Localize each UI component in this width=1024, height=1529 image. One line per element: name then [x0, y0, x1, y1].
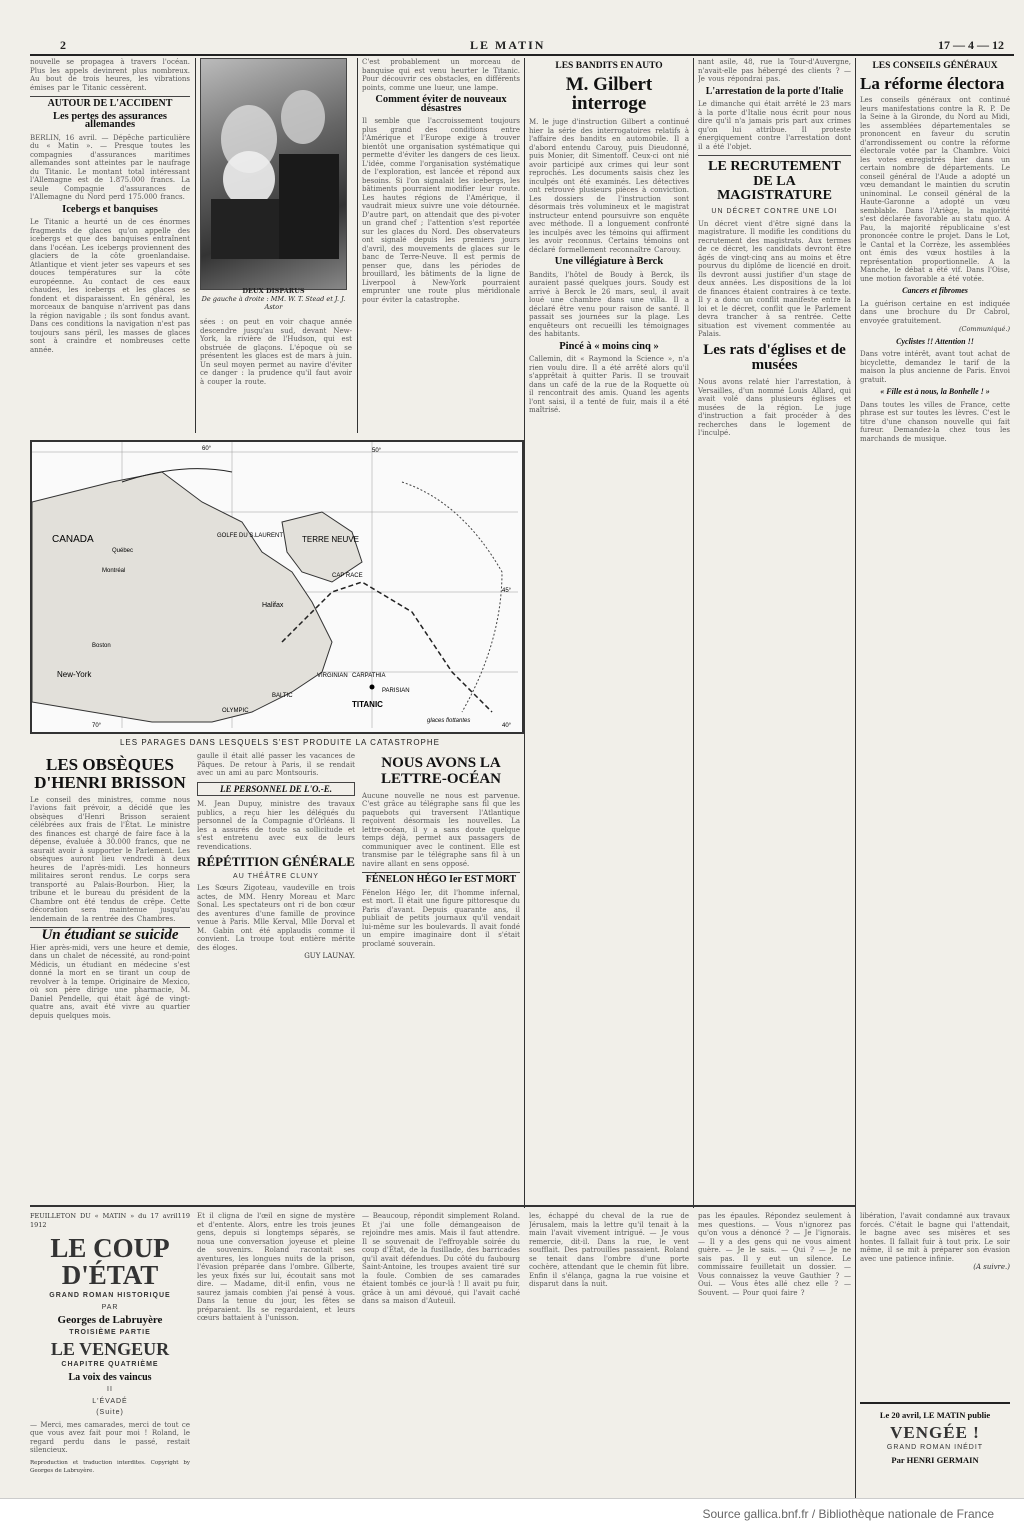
article-headline: Une villégiature à Berck: [554, 256, 664, 268]
column-brisson: [30, 752, 190, 1202]
map-label-golfe: GOLFE DU S.LAURENT: [217, 533, 284, 539]
section-kicker: LES CONSEILS GÉNÉRAUX: [872, 61, 998, 71]
map-label-baltic: BALTIC: [272, 693, 293, 699]
article-subhead: AU THÉÂTRE CLUNY: [233, 872, 319, 880]
map-label-50: 50°: [372, 448, 382, 454]
column-personnel: [197, 752, 355, 1202]
feuilleton-author: Georges de Labruyère: [57, 1314, 163, 1326]
article-headline: La réforme électora: [860, 73, 1005, 93]
body-text: gaulle il était allé passer les vacances de Pâques. De retour à Paris, il se rendait avec un ami au parc Montsouris.: [197, 752, 355, 777]
column-accident-cont: [200, 318, 352, 433]
feuilleton-text-3: [529, 1212, 689, 1502]
map-label-cap-race: CAP RACE: [332, 573, 363, 579]
feuilleton-text-4: [698, 1212, 851, 1502]
article-headline: Les pertes des assurances allemandes: [52, 110, 168, 130]
communique-label: (Communiqué.): [959, 325, 1010, 334]
titanic-position-marker: [370, 685, 375, 690]
column-desastres: [362, 58, 520, 433]
map-label-carpathia: CARPATHIA: [352, 673, 386, 679]
section-kicker: LES BANDITS EN AUTO: [555, 61, 663, 71]
source-credit: Source gallica.bnf.fr / Bibliothèque nationale de France: [702, 1507, 994, 1521]
body-text: Dans toutes les villes de France, cette phrase est sur toutes les lèvres. C'est le titre d'une chanson nouvelle qui fait fureur. Demandez-la chez tous les marchands de musique.: [860, 400, 1010, 443]
article-headline: RÉPÉTITION GÉNÉRALE: [197, 854, 355, 869]
feuilleton-a-suivre: (A suivre.): [973, 1263, 1010, 1271]
article-subhead: UN DÉCRET CONTRE UNE LOI: [711, 208, 838, 216]
section-kicker: AUTOUR DE L'ACCIDENT: [30, 96, 190, 109]
body-text: Aucune nouvelle ne nous est parvenue. C'est grâce au télégraphe sans fil que les paquebots qui traversent l'Atlantique reçoivent désormais les nouvelles. La lettre-océan, il y a sans doute quelque temps déjà, permet aux passagers de communiquer avec le continent. Elle est transmise par le télégraphe sans fil à un navire allant en sens opposé.: [362, 791, 520, 868]
caption-text: De gauche à droite : MM. W. T. Stead et J. J. Astor: [201, 295, 346, 311]
annonce-subtitle: GRAND ROMAN INÉDIT: [886, 1443, 984, 1451]
feuilleton-kicker: FEUILLETON DU « MATIN » du 17 avril 1912: [30, 1212, 178, 1229]
portrait-caption: [201, 287, 346, 311]
page-number: 2: [60, 38, 66, 52]
feuilleton-part-title: LE VENGEUR: [50, 1339, 170, 1359]
issue-date: 17 — 4 — 12: [938, 38, 1004, 52]
body-text: Callemin, dit « Raymond la Science », n'a rien voulu dire. Il a été arrêté alors qu'il s'apprêtait à quitter Paris. Il se trouvait dans un café de la rue de la Roquette où il rencontrait des amis. Quand les agents l'ont saisi, il a tenté de fuir, mais il a été maîtrisé.: [529, 355, 689, 415]
body-text: Le conseil des ministres, comme nous l'avions fait prévoir, a décidé que les obsèques d'Henri Brisson seraient célébrées aux frais de l'État. Le ministre des finances est chargé de faire face à la dépense, évaluée à 30.000 francs, que ne saurait avoir à supporter le Parlement. Les obsèques auront lieu vendredi à deux heures de l'après-midi. Les honneurs militaires seront rendus. Le corps sera transporté au Palais-Bourbon. Hier, la tribune et le bureau du président de la Chambre ont été tendus de crêpe. Cette décoration sera maintenue jusqu'au lendemain de la rentrée des Chambres.: [30, 795, 190, 923]
body-text: Les Sœurs Zigoteau, vaudeville en trois actes, de MM. Henry Moreau et Marc Sonal. Les spectateurs ont ri de bon cœur des aventures d'une famille de province venue à Paris. Mlle Kerval, Mlle Dorval et M. Gabin ont été applaudis comme il convient. La troupe tout entière mérite des éloges.: [197, 884, 355, 952]
body-text: pas les épaules. Répondez seulement à mes questions. — Vous n'ignorez pas qu'on vous a dénoncé ? — Je l'ignorais. — Il y a des gens qui ne vous aiment guère. — Je le sais. — Qui ? — Je ne sais pas. Il y eut un silence. Le commissaire feuilletait un dossier. — Vous connaissez la veuve Gauthier ? — Oui. — Vous êtes allé chez elle ? — Souvent. — Pour quoi faire ?: [698, 1212, 851, 1297]
article-headline: Un étudiant se suicide: [30, 927, 190, 940]
column-rule: [357, 58, 358, 433]
column-rule: [693, 58, 694, 1208]
body-text: Nous avons relaté hier l'arrestation, à Versailles, d'un nommé Louis Allard, qui avait volé dans plusieurs églises et musées de la région. Le juge d'instruction a fait procéder à des recherches dans le logement de l'inculpé.: [698, 378, 851, 438]
map-label-canada: CANADA: [52, 534, 94, 545]
body-text: nant asile, 48, rue la Tour-d'Auvergne, n'avait-elle pas hébergé des clients ? — Je vous répondrai pas.: [698, 58, 851, 83]
feuilleton-number: 119: [177, 1212, 190, 1220]
article-headline: M. Gilbert interroge: [565, 73, 653, 115]
north-atlantic-map: [32, 442, 518, 728]
masthead-title: LE MATIN: [470, 38, 546, 52]
body-text: Le Titanic a heurté un de ces énormes fragments de glaces qu'on appelle des icebergs et que des banquises entraînent dans l'océan. Les icebergs proviennent des glaciers de la côte groenlandaise. Atlantique et vient jeter ses vapeurs et ses douces températures sur la côte européenne. Au contact de ces eaux chaudes, les icebergs et les glaces se fondent et disparaissent. En général, les morceaux de banquise n'arrivent pas dans la région navigable ; ils sont fondus avant. Dans ces conditions la navigation n'est pas toujours sans péril, les masses de glaces sont à craindre et nombreuses cette année.: [30, 218, 190, 354]
feuilleton-title: LE COUP D'ÉTAT: [50, 1233, 170, 1290]
page-header: [30, 38, 1014, 56]
body-text: Les conseils généraux ont continué leurs manifestations contre la R. P. De la Seine à la Gironde, du Nord au Midi, les assemblées départementales se prononcent en faveur du scrutin d'arrondissement ou contre la réforme électorale votée par la Chambre. Voici les votes enregistrés hier dans un certain nombre de départements. Le conseil général de l'Aude a adopté un vœu demandant le maintien du scrutin uninominal. Le conseil général de la Haute-Garonne a adopté un vœu semblable. Dans l'Ariège, la majorité s'est déclarée favorable au statu quo. A Pau, la majorité républicaine s'est prononcée contre le projet. Dans le Lot, le Cantal et la Corrèze, les assemblées ont émis des vœux hostiles à la représentation proportionnelle. A la Manche, le débat a été vif. Dans l'Oise, une motion favorable a été votée.: [860, 96, 1010, 283]
article-headline: NOUS AVONS LA LETTRE-OCÉAN: [380, 755, 502, 787]
feuilleton-copyright: Reproduction et traduction interdites. Copyright by Georges de Labruyère.: [30, 1459, 190, 1474]
feuilleton-chapter: CHAPITRE QUATRIÈME: [61, 1361, 159, 1368]
map-label-terre-neuve: TERRE NEUVE: [302, 535, 359, 544]
annonce-vengee: [860, 1402, 1010, 1502]
body-text: Et il cligna de l'œil en signe de mystère et d'entente. Alors, entre les trois jeunes gens, depuis si longtemps séparés, se noua une conversation joyeuse et pleine de souvenirs. Roland racontait ses aventures, les longues nuits de la prison, l'évasion préparée dans l'ombre. Gilberte, les yeux fixés sur lui, écoutait sans mot dire. — Madame, dit-il enfin, vous ne saurez jamais combien j'ai pensé à vous. Dans la tenue du jour, les fêtes se préparaient. Ils se regardaient, et leurs cœurs battaient à l'unisson.: [197, 1212, 355, 1322]
portrait-photo: [200, 58, 347, 311]
body-text: C'est probablement un morceau de banquise qui est venu heurter le Titanic. Pour découvrir ces obstacles, en différents points, comme une lueur, une lampe.: [362, 58, 520, 92]
body-text: — Merci, mes camarades, merci de tout ce que vous avez fait pour moi ! Roland, le regard perdu dans le passé, restait silencieux.: [30, 1420, 190, 1454]
body-text: les, échappé du cheval de la rue de Jérusalem, mais la lettre qu'il tenait à la main l'avait vivement intrigué. — Je vous remercie, dit-il. Dans la rue, le vent soufflait. Des patrouilles passaient. Roland se tenait dans l'ombre d'une porte cochère, attendant que le chemin fût libre. Enfin il s'élança, gagna la rue voisine et disparut dans la nuit.: [529, 1212, 689, 1288]
map-label-quebec: Québec: [112, 548, 134, 554]
portrait-illustration: [201, 59, 346, 259]
column-lettre-ocean: [362, 752, 520, 1202]
article-headline: LE PERSONNEL DE L'O.-E.: [197, 782, 355, 797]
map-label-45: 45°: [502, 588, 512, 594]
article-headline: L'arrestation de la porte d'Italie: [705, 85, 844, 97]
feuilleton-text-2: [362, 1212, 520, 1502]
map-caption: LES PARAGES DANS LESQUELS S'EST PRODUITE LA CATASTROPHE: [119, 738, 440, 747]
feuilleton-text-5: [860, 1212, 1010, 1392]
body-text: M. le juge d'instruction Gilbert a continué hier la série des interrogatoires relatifs à l'affaire des bandits en automobile. Il a d'abord entendu Carouy, puis Dieudonné, puis Monier, dit Simentoff. Ceux-ci ont nié avoir participé aux crimes qui leur sont reprochés. Les documents saisis chez les inculpés ont été examinés. Les détectives ont retrouvé plusieurs pièces à conviction. Les dossiers de l'instruction sont désormais très volumineux et le magistrat instructeur entend poursuivre son enquête avec méthode. Il a longuement confronté les inculpés avec les témoins qui affirment les avoir reconnus. Certains témoins ont déclaré formellement reconnaître Carouy.: [529, 118, 689, 254]
caption-title: DEUX DISPARUS: [242, 287, 305, 295]
map-label-halifax: Halifax: [262, 602, 284, 609]
feuilleton-subtitle: GRAND ROMAN HISTORIQUE: [49, 1292, 171, 1299]
article-headline: Les rats d'églises et de musées: [703, 341, 846, 374]
body-text: nouvelle se propagea à travers l'océan. Plus les appels devinrent plus nombreux. Au bout de trois heures, les vibrations émises par le Titanic cessèrent.: [30, 58, 190, 92]
map-label-virginian: VIRGINIAN: [317, 673, 348, 679]
column-rule: [524, 58, 525, 1208]
annonce-author: Par HENRI GERMAIN: [891, 1455, 979, 1465]
feuilleton-text-1: [197, 1212, 355, 1502]
annonce-line: Le 20 avril, LE MATIN publie: [879, 1410, 991, 1420]
ad-headline: Cyclistes !! Attention !!: [896, 336, 974, 346]
body-text: Hier après-midi, vers une heure et demie, dans un chalet de nécessité, au rond-point Médicis, un étudiant en médecine s'est donné la mort en se tirant un coup de revolver à la tempe. Originaire de Mexico, où son père dirige une pharmacie, M. Daniel Pendelle, qui était âgé de vingt-quatre ans, avait été vivre au quartier depuis quelques mois.: [30, 943, 190, 1020]
feuilleton-chapter-title: La voix des vaincus: [68, 1371, 152, 1383]
column-accident: [30, 58, 190, 433]
ad-headline: Cancers et fibromes: [902, 286, 968, 296]
body-text: Dans votre intérêt, avant tout achat de bicyclette, demandez le tarif de la maison la plus ancienne de Paris. Envoi gratuit.: [860, 350, 1010, 384]
map-label-olympic: OLYMPIC: [222, 708, 249, 714]
feuilleton-part: TROISIÈME PARTIE: [69, 1328, 151, 1336]
body-text: Bandits, l'hôtel de Boudy à Berck, ils auraient passé quelques jours. Soudy est arrivé à Berck le 26 mars, seul, il avait loué une chambre dans une villa. Il a déclaré être venu pour raison de santé. Il passait ses journées sur la plage. Les enquêteurs ont recueilli les témoignages des habitants.: [529, 270, 689, 339]
feuilleton-par: PAR: [101, 1303, 119, 1311]
article-headline: Icebergs et banquises: [62, 203, 158, 215]
map-label-new-york: New-York: [57, 670, 92, 679]
map-label-parisian: PARISIAN: [382, 688, 410, 694]
column-magistrature: [698, 58, 851, 1203]
source-footer: [0, 1498, 1024, 1529]
body-text: Un décret vient d'être signé dans la magistrature. Il modifie les conditions du recrutement des magistrats. Aux termes de ce décret, les candidats devront être âgés de vingt-cinq ans au moins et être pourvus du diplôme de licencié en droit. Ils devront aussi justifier d'un stage de deux années. Les dispositions de la loi de finances étaient contraires à ce texte. Il y a donc un conflit manifeste entre la loi et le décret, conflit que le Parlement devra trancher à sa rentrée. Cette situation est vivement commentée au Palais.: [698, 219, 851, 339]
map-label-titanic: TITANIC: [352, 700, 383, 709]
map-label-60: 60°: [202, 446, 212, 452]
body-text: BERLIN, 16 avril. — Dépêche particulière du « Matin ». — Presque toutes les compagnies d'assurances maritimes allemandes sont atteintes par le naufrage du Titanic. Le montant total intéressant l'Allemagne est de 1.875.000 francs. La seule Compagnie d'assurances de l'Allemagne du Nord perd 175.000 francs.: [30, 133, 190, 201]
body-text: Il semble que l'accroissement toujours plus grand des conditions entre l'Amérique et l'Europe exige à trouver bientôt une organisation systématique qui permette d'éviter les dangers de ces lieux. L'idée, comme l'organisation systématique de l'exploration, est lancée et répond aux besoins. Si l'on signalait les icebergs, les bâtiments pourraient modifier leur route. Les hautes régions de l'Amérique, il vaudrait mieux suivre une voie détournée. D'autre part, on attendait que des pi-voter un grand chef ; l'attention s'est reportée sur les glaces du Nord. Des observateurs ont signalé depuis les premiers jours d'avril, des mouvements de glaces sur le banc de Terre-Neuve. Il est permis de penser que, dans les périodes de brouillard, les bâtiments de la ligne de Liverpool à New-York pourraient emprunter une route plus méridionale pour éviter la catastrophe.: [362, 117, 520, 304]
article-headline: FÉNELON HÉGO Ier EST MORT: [362, 872, 520, 885]
map-label-boston: Boston: [92, 643, 111, 649]
map-label-montreal: Montréal: [102, 568, 126, 574]
feuilleton-title-block: [30, 1212, 190, 1502]
body-text: sées : on peut en voir chaque année descendre jusqu'au sud, devant New-York, la rivière de l'Hudson, qui est obstruée de glaçons. L'époque où se présentent les glaces est de mars à juin. Un seul moyen permet au navire d'éviter ce danger : la prudence qu'il faut avoir à couper la route.: [200, 318, 352, 386]
ad-headline: « Fille est à nous, la Bonhelle ! »: [880, 387, 990, 397]
annonce-title: VENGÉE !: [890, 1422, 980, 1442]
article-headline: Comment éviter de nouveaux désastres: [375, 94, 507, 114]
feuilleton-section: II: [107, 1386, 113, 1393]
body-text: libération, l'avait condamné aux travaux forcés. C'était le bagne qui l'attendait, le bagne avec ses misères et ses hontes. Il fallait fuir à tout prix. Le soir même, il se mit à préparer son évasion avec une patience infinie.: [860, 1212, 1010, 1263]
map-label-40: 40°: [502, 723, 512, 728]
feuilleton-rule: [30, 1205, 855, 1207]
body-text: M. Jean Dupuy, ministre des travaux publics, a reçu hier les délégués du personnel de la Compagnie d'Orléans. Il les a assurés de toute sa sollicitude et s'est entretenu avec eux de leurs revendications.: [197, 800, 355, 851]
article-signature: GUY LAUNAY.: [304, 952, 355, 961]
column-rule: [195, 58, 196, 433]
body-text: Fénelon Hégo Ier, dit l'homme infernal, est mort. Il était une figure pittoresque du Paris d'avant. Depuis quarante ans, il publiait de petits journaux qu'il vendait lui-même sur les boulevards. Il avait fondé un empire imaginaire dont il s'était proclamé souverain.: [362, 888, 520, 948]
body-text: La guérison certaine en est indiquée dans une brochure du Dr Cabrol, envoyée gratuitement.: [860, 299, 1010, 325]
column-bandits: [529, 58, 689, 1203]
catastrophe-map: [30, 440, 524, 734]
article-headline: LE RECRUTEMENT DE LA MAGISTRATURE: [698, 155, 851, 204]
feuilleton-suite: (Suite): [96, 1409, 124, 1416]
body-text: — Beaucoup, répondit simplement Roland. Et j'ai une folle démangeaison de rejoindre mes amis. Mais il faut attendre. Il se souvenait de l'effroyable soirée du coup d'État, de la fusillade, des barricades qu'il avait défendues. Du côté du faubourg Saint-Antoine, les troupes avaient tiré sur la foule. Combien de ses camarades étaient tombés ce jour-là ! Il avait pu fuir, grâce à un ami dévoué, qui l'avait caché dans sa maison d'Auteuil.: [362, 1212, 520, 1305]
article-headline: Pincé à « moins cinq »: [559, 340, 659, 352]
column-rule: [855, 58, 856, 1508]
body-text: Le dimanche qui était arrêté le 23 mars à la porte d'Italie nous écrit pour nous dire qu'il n'a jamais pris part aux crimes qu'on lui attribue. Il proteste énergiquement contre l'arrestation dont il a été l'objet.: [698, 100, 851, 151]
article-headline: LES OBSÈQUES D'HENRI BRISSON: [34, 755, 186, 792]
map-label-glaces: glaces flottantes: [427, 718, 471, 724]
map-label-70: 70°: [92, 723, 102, 728]
feuilleton-section-title: L'ÉVADÉ: [92, 1397, 128, 1405]
